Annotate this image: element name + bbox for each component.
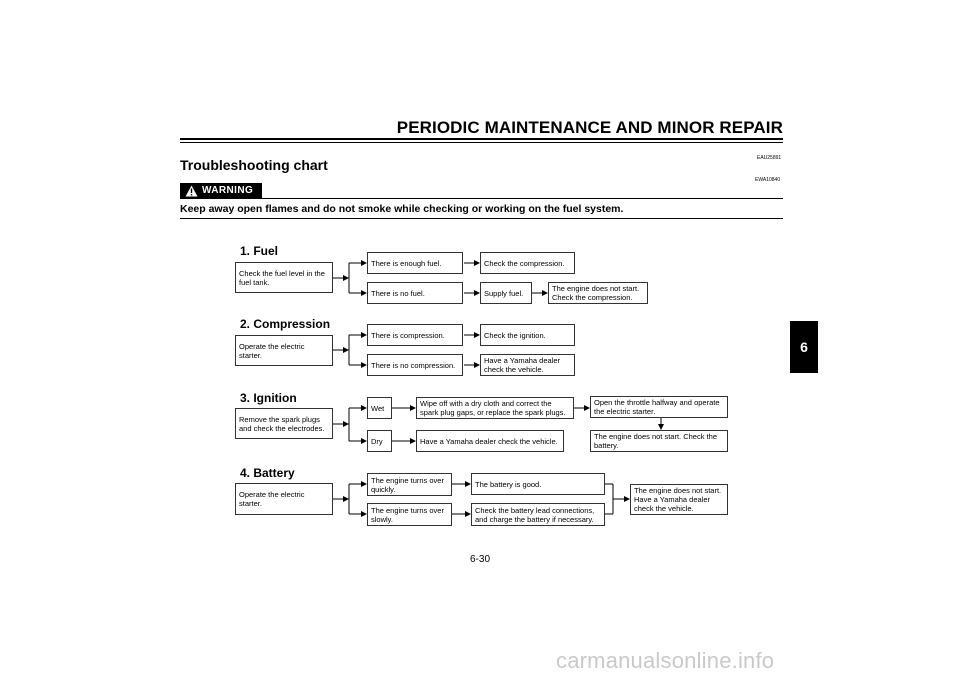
fuel-no-result-box: The engine does not start. Check the compression.: [548, 282, 648, 304]
ignition-wet-action-box: Wipe off with a dry cloth and correct the spark plug gaps, or replace the spark plugs.: [416, 397, 574, 419]
compression-start-box: Operate the electric starter.: [235, 335, 333, 366]
warning-text: Keep away open flames and do not smoke while checking or working on the fuel system.: [180, 203, 624, 215]
battery-final-box: The engine does not start. Have a Yamaha dealer check the vehicle.: [630, 484, 728, 515]
ignition-branch-wet-box: Wet: [367, 397, 392, 419]
battery-slow-action-box: Check the battery lead connections, and charge the battery if necessary.: [471, 503, 605, 526]
battery-quick-result-box: The battery is good.: [471, 473, 605, 495]
ignition-dry-action-box: Have a Yamaha dealer check the vehicle.: [416, 430, 564, 452]
ignition-wet-result-box: The engine does not start. Check the battery.: [590, 430, 728, 452]
fuel-yes-action-box: Check the compression.: [480, 252, 575, 274]
battery-start-box: Operate the electric starter.: [235, 483, 333, 515]
ignition-start-box: Remove the spark plugs and check the electrodes.: [235, 408, 333, 439]
page-number: 6-30: [470, 554, 491, 565]
warning-label-text: WARNING: [202, 185, 254, 196]
battery-branch-slow-box: The engine turns over slowly.: [367, 503, 452, 526]
fuel-branch-yes-box: There is enough fuel.: [367, 252, 463, 274]
compression-no-action-box: Have a Yamaha dealer check the vehicle.: [480, 354, 575, 376]
ignition-wet-next-box: Open the throttle halfway and operate the electric starter.: [590, 396, 728, 418]
fuel-branch-no-box: There is no fuel.: [367, 282, 463, 304]
section-title-compression: 2. Compression: [240, 317, 331, 331]
warning-code: EWA10840: [755, 177, 781, 183]
watermark: carmanualsonline.info: [556, 648, 775, 673]
compression-branch-yes-box: There is compression.: [367, 324, 463, 346]
page-heading: Troubleshooting chart: [180, 157, 328, 173]
compression-branch-no-box: There is no compression.: [367, 354, 463, 376]
section-code: EAU25891: [757, 155, 782, 161]
section-title-fuel: 1. Fuel: [240, 244, 279, 258]
battery-branch-quick-box: The engine turns over quickly.: [367, 473, 452, 496]
fuel-start-box: Check the fuel level in the fuel tank.: [235, 262, 333, 293]
fuel-no-action-box: Supply fuel.: [480, 282, 532, 304]
section-title-battery: 4. Battery: [240, 466, 295, 480]
page-header-title: PERIODIC MAINTENANCE AND MINOR REPAIR: [396, 118, 783, 137]
section-title-ignition: 3. Ignition: [240, 391, 297, 405]
compression-yes-action-box: Check the ignition.: [480, 324, 575, 346]
chapter-tab: 6: [790, 321, 818, 373]
ignition-branch-dry-box: Dry: [367, 430, 392, 452]
